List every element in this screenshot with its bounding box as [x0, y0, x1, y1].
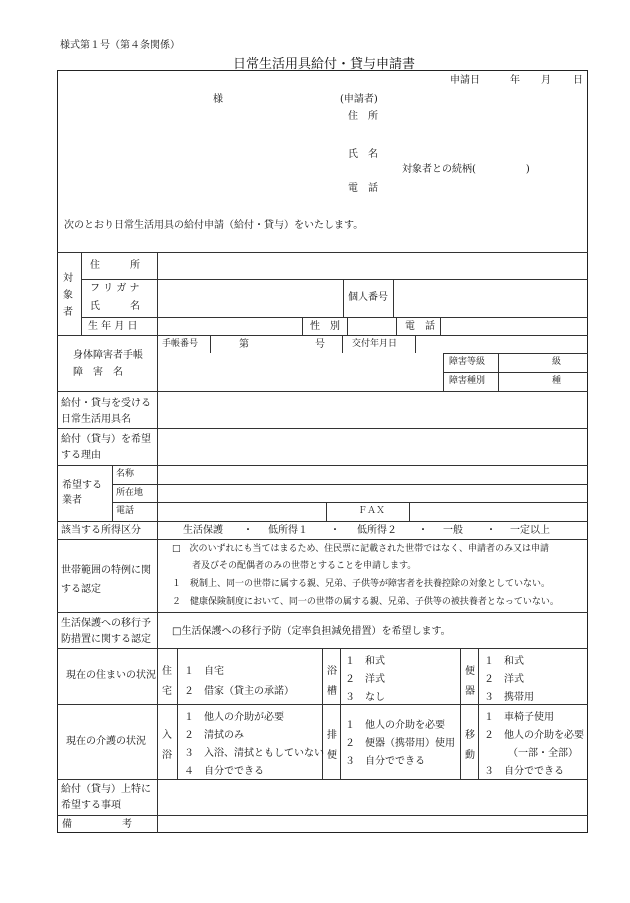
applicant-label: (申請者) — [340, 94, 378, 105]
subject-name-label: 氏 名 — [90, 301, 140, 312]
bath-options: １ 和式 ２ 洋式 ３ なし — [345, 656, 385, 703]
disability-name-label: 障 害 名 — [73, 367, 123, 378]
page-title: 日常生活用具給付・貸与申請書 — [233, 57, 416, 72]
form-number: 様式第１号（第４条関係） — [60, 40, 180, 51]
remarks-label: 備 考 — [62, 819, 132, 830]
phone-label: 電 話 — [348, 183, 378, 194]
bathing-sub-label: 入 浴 — [162, 730, 172, 761]
care-label: 現在の介護の状況 — [66, 736, 146, 747]
vendor-location-label: 所在地 — [116, 488, 144, 498]
special-request-label: 給付（貸与）上特に 希望する事項 — [61, 784, 151, 811]
income-option-above[interactable]: 一定以上 — [510, 525, 550, 536]
house-options: １ 自宅 ２ 借家（貸主の承諾） — [184, 666, 294, 697]
income-label: 該当する所得区分 — [61, 525, 141, 536]
toilet-options: １ 和式 ２ 洋式 ３ 携帯用 — [484, 656, 534, 703]
techo-number-label: 手帳番号 — [162, 339, 199, 349]
vendor-fax-label: ＦＡＸ — [358, 506, 386, 516]
bathing-options: １ 他人の介助が必要 ２ 清拭のみ ３ 入浴、清拭ともしていない ４ 自分でできる — [184, 712, 324, 777]
sex-label: 性 別 — [310, 321, 340, 332]
reason-label: 給付（貸与）を希望 する理由 — [61, 434, 151, 461]
household-line-2: 者及びその配偶者のみの世帯とすることを申請します。 — [192, 561, 417, 571]
birth-label: 生 年 月 日 — [88, 321, 138, 332]
type-unit: 種 — [552, 376, 562, 386]
income-option-low2[interactable]: 低所得２ — [357, 525, 397, 536]
welfare-text: □生活保護への移行予防（定率負担減免措置）を希望します。 — [172, 626, 451, 637]
excretion-options: １ 他人の介助を必要 ２ 便器（携帯用）使用 ３ 自分でできる — [345, 720, 455, 767]
household-line-1: □ 次のいずれにも当てはまるため、住民票に記載された世帯ではなく、申請者のみ又は申請 — [172, 544, 549, 554]
subject-group-label: 対 象 者 — [63, 273, 73, 318]
apply-date-label: 申請日 — [450, 75, 480, 86]
issue-date-label: 交付年月日 — [352, 339, 398, 349]
income-separator: ・ — [330, 525, 340, 536]
income-option-low1[interactable]: 低所得１ — [268, 525, 308, 536]
vendor-phone-label: 電話 — [116, 506, 135, 516]
subject-phone-label: 電 話 — [405, 321, 435, 332]
year-label: 年 — [510, 75, 520, 86]
excretion-sub-label: 排 便 — [327, 730, 337, 761]
addressee-sama: 様 — [213, 94, 223, 105]
bath-sub-label: 浴 槽 — [327, 666, 337, 697]
household-line-4: ２ 健康保険制度において、同一の世帯の属する親、兄弟、子供等の被扶養者となっていない。 — [172, 597, 559, 607]
household-label: 世帯範囲の特例に関 する認定 — [61, 565, 151, 595]
income-option-seikatsuhogo[interactable]: 生活保護 — [183, 525, 223, 536]
income-separator: ・ — [243, 525, 253, 536]
grade-label: 障害等級 — [449, 357, 486, 367]
welfare-label: 生活保護への移行予 防措置に関する認定 — [61, 618, 151, 645]
household-line-3: １ 税制上、同一の世帯に属する親、兄弟、子供等が障害者を扶養控除の対象としていない。 — [172, 579, 551, 589]
address-label: 住 所 — [348, 111, 378, 122]
mobility-options: １ 車椅子使用 ２ 他人の介助を必要 （一部・全部） ３ 自分でできる — [484, 712, 584, 777]
month-label: 月 — [541, 75, 551, 86]
mynumber-label: 個人番号 — [348, 292, 388, 303]
income-separator: ・ — [486, 525, 496, 536]
vendor-label: 希望する 業者 — [62, 480, 102, 506]
name-label: 氏 名 — [348, 149, 378, 160]
grade-unit: 級 — [552, 357, 562, 367]
housing-label: 現在の住まいの状況 — [66, 670, 156, 681]
vendor-name-label: 名称 — [116, 469, 135, 479]
go-label: 号 — [315, 339, 325, 350]
relation-label: 対象者との続柄( ) — [402, 164, 530, 175]
income-option-general[interactable]: 一般 — [443, 525, 463, 536]
techo-label: 身体障害者手帳 — [73, 350, 143, 361]
type-label: 障害種別 — [449, 376, 486, 386]
toilet-sub-label: 便 器 — [465, 666, 475, 697]
day-label: 日 — [573, 75, 583, 86]
statement: 次のとおり日常生活用具の給付申請（給付・貸与）をいたします。 — [64, 220, 364, 231]
furigana-label: フ リ ガ ナ — [90, 283, 140, 294]
mobility-sub-label: 移 動 — [465, 730, 475, 761]
income-separator: ・ — [418, 525, 428, 536]
subject-address-label: 住 所 — [90, 260, 140, 271]
dai-label: 第 — [239, 339, 249, 350]
house-sub-label: 住 宅 — [162, 666, 172, 697]
item-name-label: 給付・貸与を受ける 日常生活用具名 — [61, 398, 151, 425]
